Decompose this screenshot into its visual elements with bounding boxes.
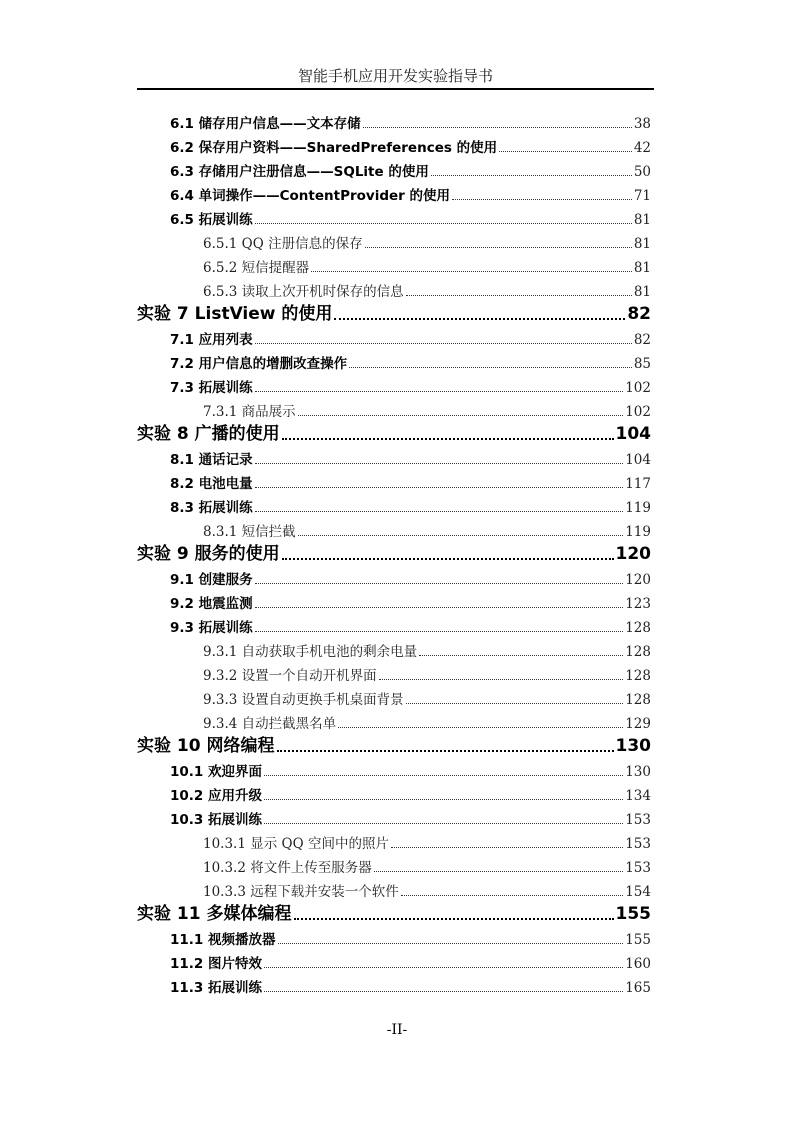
toc-entry-page: 117 [625,476,651,492]
toc-entry-page: 81 [633,236,651,252]
toc-leader-dots [255,607,624,608]
toc-section-entry[interactable] [137,159,651,183]
toc-leader-dots [255,583,624,584]
toc-entry-page: 128 [625,668,651,684]
toc-entry-page: 102 [625,380,651,396]
toc-entry-page: 165 [625,980,651,996]
toc-entry-title: 9.3.3 设置自动更换手机桌面背景 [203,692,404,708]
toc-leader-dots [264,775,623,776]
toc-section-entry[interactable] [137,759,651,783]
toc-leader-dots [277,750,614,752]
toc-section-entry[interactable] [137,807,651,831]
toc-leader-dots [363,127,632,128]
toc-chapter-entry[interactable] [137,543,651,567]
toc-entry-title: 实验 9 服务的使用 [137,544,280,564]
toc-entry-title: 8.1 通话记录 [170,452,253,468]
toc-leader-dots [349,367,632,368]
toc-entry-page: 102 [625,404,651,420]
toc-entry-title: 7.3.1 商品展示 [203,404,296,420]
toc-entry-title: 11.3 拓展训练 [170,980,263,996]
toc-leader-dots [255,223,632,224]
toc-leader-dots [298,535,624,536]
toc-section-entry[interactable] [137,111,651,135]
toc-leader-dots [264,799,623,800]
toc-entry-page: 154 [625,884,651,900]
toc-entry-title: 9.3.4 自动拦截黑名单 [203,716,337,732]
toc-leader-dots [255,463,624,464]
toc-leader-dots [334,318,625,320]
toc-leader-dots [391,847,623,848]
toc-entry-page: 153 [625,812,651,828]
toc-entry-title: 8.3 拓展训练 [170,500,253,516]
toc-entry-page: 130 [615,736,651,756]
toc-entry-title: 实验 10 网络编程 [137,736,275,756]
toc-entry-title: 7.1 应用列表 [170,332,253,348]
page-number: -II- [386,1022,408,1038]
running-header: 智能手机应用开发实验指导书 [297,67,493,85]
toc-entry-page: 104 [615,424,651,444]
toc-entry-page: 155 [625,932,651,948]
toc-leader-dots [419,655,623,656]
toc-section-entry[interactable] [137,471,651,495]
toc-entry-title: 10.3.3 远程下载并安装一个软件 [203,884,399,900]
toc-leader-dots [452,199,632,200]
toc-leader-dots [278,943,624,944]
toc-entry-page: 128 [625,692,651,708]
toc-entry-title: 6.3 存储用户注册信息——SQLite 的使用 [170,164,429,180]
toc-leader-dots [294,918,614,920]
toc-leader-dots [499,151,632,152]
toc-entry-title: 10.2 应用升级 [170,788,263,804]
toc-entry-page: 130 [625,764,651,780]
toc-leader-dots [338,727,623,728]
toc-entry-page: 81 [633,212,651,228]
toc-leader-dots [298,415,624,416]
toc-subsection-entry[interactable] [137,855,651,879]
toc-section-entry[interactable] [137,351,651,375]
toc-entry-page: 81 [633,260,651,276]
toc-entry-title: 10.3.2 将文件上传至服务器 [203,860,372,876]
toc-leader-dots [282,558,614,560]
toc-section-entry[interactable] [137,567,651,591]
header-rule [137,88,654,90]
toc-entry-page: 85 [633,356,651,372]
toc-leader-dots [282,438,614,440]
toc-chapter-entry[interactable] [137,423,651,447]
toc-entry-page: 153 [625,860,651,876]
toc-entry-title: 实验 11 多媒体编程 [137,904,292,924]
toc-leader-dots [406,295,632,296]
toc-entry-page: 153 [625,836,651,852]
toc-entry-page: 82 [627,304,651,324]
toc-leader-dots [311,271,632,272]
toc-entry-title: 8.2 电池电量 [170,476,253,492]
toc-subsection-entry[interactable] [137,663,651,687]
toc-entry-page: 129 [625,716,651,732]
toc-entry-page: 38 [633,116,651,132]
toc-leader-dots [264,967,623,968]
toc-section-entry[interactable] [137,447,651,471]
toc-section-entry[interactable] [137,975,651,999]
toc-section-entry[interactable] [137,135,651,159]
toc-entry-title: 6.5.1 QQ 注册信息的保存 [203,236,363,252]
toc-entry-page: 119 [625,500,651,516]
toc-entry-title: 6.5 拓展训练 [170,212,253,228]
toc-leader-dots [406,703,624,704]
toc-entry-title: 7.3 拓展训练 [170,380,253,396]
toc-subsection-entry[interactable] [137,255,651,279]
toc-entry-page: 160 [625,956,651,972]
toc-subsection-entry[interactable] [137,687,651,711]
toc-chapter-entry[interactable] [137,735,651,759]
toc-leader-dots [379,679,624,680]
toc-leader-dots [431,175,632,176]
toc-entry-title: 6.2 保存用户资料——SharedPreferences 的使用 [170,140,498,156]
toc-entry-title: 6.5.3 读取上次开机时保存的信息 [203,284,404,300]
toc-section-entry[interactable] [137,783,651,807]
toc-entry-title: 6.1 储存用户信息——文本存储 [170,116,361,132]
toc-leader-dots [264,823,623,824]
toc-entry-page: 50 [633,164,651,180]
toc-entry-page: 128 [625,620,651,636]
toc-section-entry[interactable] [137,327,651,351]
toc-entry-title: 6.4 单词操作——ContentProvider 的使用 [170,188,451,204]
toc-subsection-entry[interactable] [137,639,651,663]
toc-entry-title: 9.2 地震监测 [170,596,253,612]
toc-entry-title: 实验 8 广播的使用 [137,424,280,444]
toc-entry-title: 实验 7 ListView 的使用 [137,304,333,324]
toc-entry-title: 10.3.1 显示 QQ 空间中的照片 [203,836,389,852]
toc-entry-page: 119 [625,524,651,540]
toc-section-entry[interactable] [137,375,651,399]
toc-leader-dots [401,895,623,896]
toc-leader-dots [365,247,632,248]
toc-leader-dots [264,991,623,992]
toc-subsection-entry[interactable] [137,231,651,255]
toc-section-entry[interactable] [137,951,651,975]
toc-entry-title: 11.1 视频播放器 [170,932,276,948]
toc-section-entry[interactable] [137,183,651,207]
toc-entry-title: 11.2 图片特效 [170,956,263,972]
toc-leader-dots [374,871,623,872]
toc-entry-page: 104 [625,452,651,468]
toc-section-entry[interactable] [137,207,651,231]
toc-entry-page: 155 [615,904,651,924]
toc-leader-dots [255,487,624,488]
toc-entry-title: 6.5.2 短信提醒器 [203,260,310,276]
toc-entry-page: 82 [633,332,651,348]
toc-entry-title: 10.1 欢迎界面 [170,764,263,780]
toc-entry-page: 128 [625,644,651,660]
toc-section-entry[interactable] [137,927,651,951]
toc-entry-page: 42 [633,140,651,156]
toc-entry-title: 10.3 拓展训练 [170,812,263,828]
toc-entry-page: 81 [633,284,651,300]
toc-section-entry[interactable] [137,591,651,615]
toc-entry-page: 71 [633,188,651,204]
toc-subsection-entry[interactable] [137,831,651,855]
toc-leader-dots [255,511,624,512]
toc-entry-title: 9.3 拓展训练 [170,620,253,636]
toc-entry-title: 9.3.2 设置一个自动开机界面 [203,668,377,684]
toc-leader-dots [255,343,632,344]
toc-entry-title: 7.2 用户信息的增删改查操作 [170,356,348,372]
toc-section-entry[interactable] [137,495,651,519]
table-of-contents [137,111,651,999]
toc-entry-title: 9.1 创建服务 [170,572,253,588]
toc-entry-page: 120 [625,572,651,588]
toc-section-entry[interactable] [137,615,651,639]
toc-entry-page: 123 [625,596,651,612]
toc-leader-dots [255,391,624,392]
toc-chapter-entry[interactable] [137,303,651,327]
toc-chapter-entry[interactable] [137,903,651,927]
toc-leader-dots [255,631,624,632]
toc-entry-page: 134 [625,788,651,804]
toc-entry-title: 9.3.1 自动获取手机电池的剩余电量 [203,644,418,660]
toc-entry-page: 120 [615,544,651,564]
toc-entry-title: 8.3.1 短信拦截 [203,524,296,540]
